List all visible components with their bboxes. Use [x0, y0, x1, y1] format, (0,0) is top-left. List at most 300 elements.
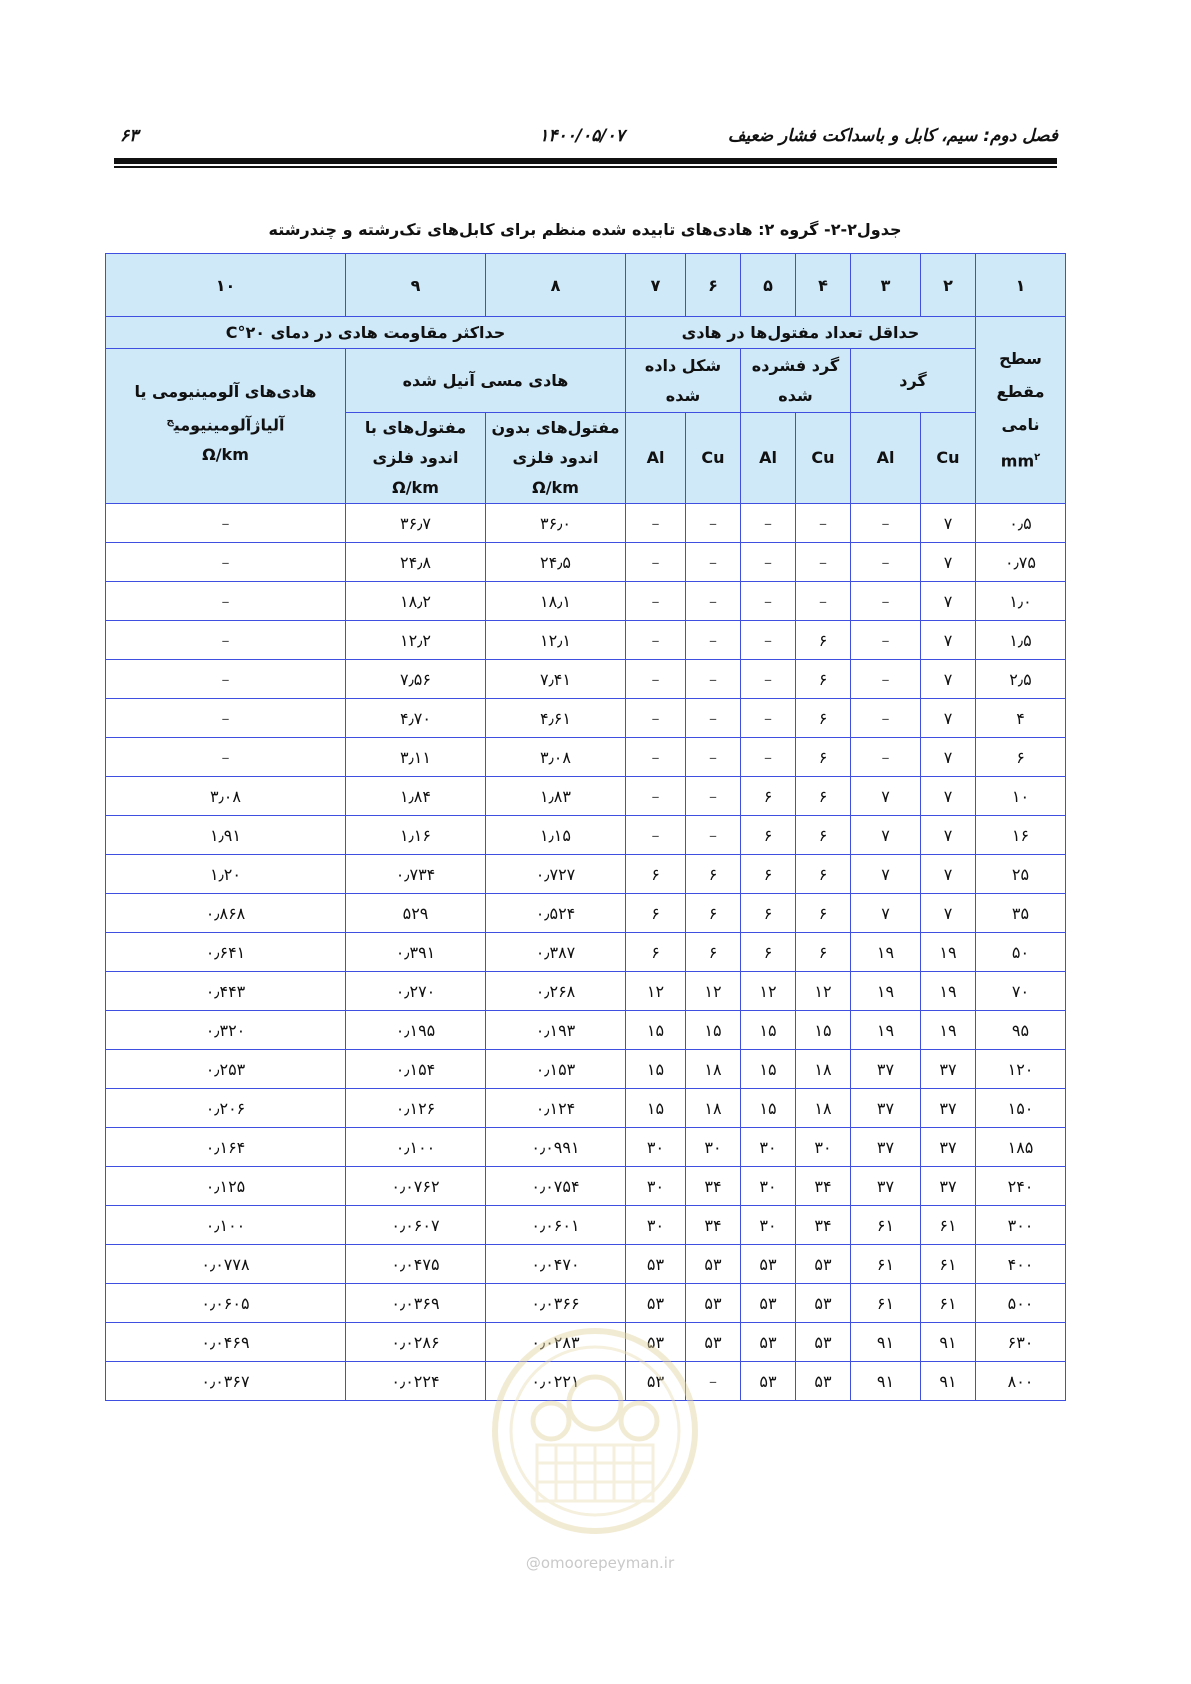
col-number: ۶ — [686, 254, 741, 317]
table-cell: ۰٫۰۶۰۷ — [346, 1206, 486, 1245]
coated-wires-unit: Ω/km — [392, 478, 439, 497]
table-cell: ۱٫۱۶ — [346, 816, 486, 855]
table-cell: – — [851, 504, 921, 543]
table-cell: – — [686, 777, 741, 816]
table-cell: – — [741, 621, 796, 660]
aluminium-sup: ج — [166, 416, 174, 427]
table-cell: – — [106, 699, 346, 738]
table-cell: ۰٫۳۸۷ — [486, 933, 626, 972]
table-cell: ۰٫۰۷۷۸ — [106, 1245, 346, 1284]
table-row — [106, 1128, 1066, 1167]
table-cell: ۶ — [796, 621, 851, 660]
plain-wires-line2: اندود فلزی — [512, 448, 599, 467]
table-cell: – — [686, 621, 741, 660]
table-cell: ۶ — [626, 855, 686, 894]
max-resistance-header — [106, 317, 626, 349]
table-row — [106, 777, 1066, 816]
table-cell: ۰٫۱۹۳ — [486, 1011, 626, 1050]
table-cell: ۱۸ — [796, 1050, 851, 1089]
table-row — [106, 972, 1066, 1011]
cu-label: Cu — [686, 413, 741, 504]
page-number: ۶۳ — [120, 126, 139, 146]
table-cell: ۵۳ — [626, 1245, 686, 1284]
table-cell: ۱٫۹۱ — [106, 816, 346, 855]
table-cell: ۱۸۵ — [976, 1128, 1066, 1167]
table-cell: ۰٫۱۲۵ — [106, 1167, 346, 1206]
cross-section-unit-wrap — [976, 441, 1065, 477]
table-cell: ۱۵ — [626, 1050, 686, 1089]
table-cell: – — [686, 699, 741, 738]
table-cell: ۶ — [686, 855, 741, 894]
table-cell: ۴ — [976, 699, 1066, 738]
table-cell: ۰٫۳۹۱ — [346, 933, 486, 972]
table-cell: – — [626, 660, 686, 699]
table-row — [106, 1245, 1066, 1284]
cross-section-line1: سطح — [999, 349, 1042, 369]
table-cell: ۳۴ — [796, 1206, 851, 1245]
page-header — [106, 118, 1058, 158]
cross-section-line2: مقطع — [996, 382, 1045, 402]
table-cell: ۱۵ — [796, 1011, 851, 1050]
table-cell: – — [626, 777, 686, 816]
max-resistance-label: حداکثر مقاومت هادی در دمای — [270, 323, 506, 342]
min-strands-header: حداقل تعداد مفتول‌ها در هادی — [626, 317, 976, 349]
aluminium-line2-wrap — [106, 407, 345, 440]
table-cell: ۱٫۸۳ — [486, 777, 626, 816]
table-cell: – — [106, 582, 346, 621]
table-cell: ۵۳ — [741, 1245, 796, 1284]
table-cell: ۵۳ — [796, 1284, 851, 1323]
table-cell: ۰٫۰۳۶۷ — [106, 1362, 346, 1401]
table-cell: ۱۶ — [976, 816, 1066, 855]
table-cell: ۷ — [921, 660, 976, 699]
col-number: ۴ — [796, 254, 851, 317]
table-row — [106, 543, 1066, 582]
table-cell: ۳۷ — [851, 1167, 921, 1206]
table-cell: ۳۷ — [851, 1128, 921, 1167]
table-cell: ۳۴ — [796, 1167, 851, 1206]
col-number: ۸ — [486, 254, 626, 317]
table-cell: ۳٫۰۸ — [106, 777, 346, 816]
table-cell: ۰٫۵ — [976, 504, 1066, 543]
table-cell: – — [686, 1362, 741, 1401]
table-cell: ۵۳ — [741, 1323, 796, 1362]
cross-section-unit-sup: ۲ — [1034, 452, 1041, 464]
table-cell: ۲۴۰ — [976, 1167, 1066, 1206]
cross-section-line3: نامی — [1001, 415, 1040, 435]
table-caption: جدول۲-۲- گروه ۲: هادی‌های تابیده شده منظم برای کابل‌های تک‌رشته و چندرشته — [268, 220, 902, 239]
table-cell: – — [851, 582, 921, 621]
plain-wires-line1: مفتول‌های بدون — [491, 418, 620, 437]
table-cell: ۰٫۰۹۹۱ — [486, 1128, 626, 1167]
chapter-title: فصل دوم: سیم، کابل و باسداکت فشار ضعیف — [727, 126, 1058, 146]
al-label: Al — [626, 413, 686, 504]
table-cell: ۰٫۲۵۳ — [106, 1050, 346, 1089]
col-number: ۲ — [921, 254, 976, 317]
table-cell: ۱۹ — [921, 1011, 976, 1050]
subgroup-header-row — [106, 349, 1066, 413]
table-cell: ۰٫۱۲۴ — [486, 1089, 626, 1128]
table-cell: ۰٫۰۴۷۵ — [346, 1245, 486, 1284]
plain-wires-header — [486, 413, 626, 504]
table-cell: – — [741, 543, 796, 582]
table-cell: ۰٫۲۶۸ — [486, 972, 626, 1011]
table-cell: – — [796, 582, 851, 621]
table-cell: ۱٫۰ — [976, 582, 1066, 621]
table-cell: ۰٫۱۲۶ — [346, 1089, 486, 1128]
table-cell: ۱٫۲۰ — [106, 855, 346, 894]
table-cell: ۶۱ — [851, 1284, 921, 1323]
table-cell: – — [686, 543, 741, 582]
table-row — [106, 933, 1066, 972]
table-cell: ۱٫۸۴ — [346, 777, 486, 816]
table-cell: – — [626, 816, 686, 855]
compact-round-header — [741, 349, 851, 413]
table-row — [106, 855, 1066, 894]
table-row — [106, 660, 1066, 699]
table-cell: ۶ — [741, 933, 796, 972]
table-row — [106, 1089, 1066, 1128]
table-cell: ۱۹ — [851, 1011, 921, 1050]
aluminium-line1: هادی‌های آلومینیومی یا — [134, 382, 317, 401]
table-cell: ۷۰ — [976, 972, 1066, 1011]
table-cell: ۰٫۰۳۶۹ — [346, 1284, 486, 1323]
table-row — [106, 816, 1066, 855]
table-cell: ۳۰ — [796, 1128, 851, 1167]
table-row — [106, 738, 1066, 777]
table-cell: ۵۳ — [686, 1323, 741, 1362]
table-cell: ۰٫۴۴۳ — [106, 972, 346, 1011]
table-cell: ۳۷ — [921, 1128, 976, 1167]
compact-round-line2: شده — [778, 385, 813, 405]
table-cell: ۳۷ — [851, 1050, 921, 1089]
table-cell: ۶ — [686, 894, 741, 933]
table-cell: ۱۵ — [686, 1011, 741, 1050]
table-cell: – — [741, 582, 796, 621]
table-cell: ۴٫۶۱ — [486, 699, 626, 738]
cu-label: Cu — [921, 413, 976, 504]
al-label: Al — [741, 413, 796, 504]
table-cell: ۳۶٫۰ — [486, 504, 626, 543]
table-cell: ۷ — [851, 894, 921, 933]
table-cell: ۱۲۰ — [976, 1050, 1066, 1089]
table-cell: ۶ — [626, 894, 686, 933]
table-cell: – — [106, 504, 346, 543]
column-number-row — [106, 254, 1066, 317]
table-cell: ۰٫۰۲۲۱ — [486, 1362, 626, 1401]
table-cell: ۱۲٫۱ — [486, 621, 626, 660]
table-cell: ۳٫۰۸ — [486, 738, 626, 777]
table-cell: – — [626, 543, 686, 582]
table-cell: ۶ — [796, 855, 851, 894]
col-number: ۱۰ — [106, 254, 346, 317]
table-cell: ۰٫۰۲۸۶ — [346, 1323, 486, 1362]
table-cell: ۰٫۱۹۵ — [346, 1011, 486, 1050]
table-cell: ۱۸ — [686, 1089, 741, 1128]
table-cell: ۳۷ — [921, 1089, 976, 1128]
table-cell: – — [796, 543, 851, 582]
cu-label: Cu — [796, 413, 851, 504]
table-cell: ۱۹ — [851, 972, 921, 1011]
table-cell: ۹۱ — [921, 1362, 976, 1401]
table-cell: – — [626, 504, 686, 543]
cross-section-unit: mm — [1000, 451, 1035, 471]
table-cell: ۶ — [796, 777, 851, 816]
table-cell: – — [106, 621, 346, 660]
table-cell: – — [626, 582, 686, 621]
table-cell: ۷ — [921, 894, 976, 933]
table-cell: ۷ — [921, 699, 976, 738]
table-cell: ۷٫۴۱ — [486, 660, 626, 699]
watermark-url: @omoorepeyman.ir — [525, 1554, 675, 1572]
table-cell: ۰٫۸۶۸ — [106, 894, 346, 933]
table-cell: ۶ — [741, 816, 796, 855]
table-row — [106, 699, 1066, 738]
table-row — [106, 1284, 1066, 1323]
table-cell: – — [106, 543, 346, 582]
table-cell: ۶ — [741, 894, 796, 933]
table-cell: ۸۰۰ — [976, 1362, 1066, 1401]
table-cell: ۳۶٫۷ — [346, 504, 486, 543]
cross-section-header — [976, 317, 1066, 504]
table-cell: – — [851, 660, 921, 699]
aluminium-unit: Ω/km — [202, 445, 249, 465]
annealed-copper-header: هادی مسی آنیل شده — [346, 349, 626, 413]
round-header: گرد — [851, 349, 976, 413]
coated-wires-line1: مفتول‌های با — [364, 418, 467, 437]
table-cell: ۶ — [796, 699, 851, 738]
table-cell: ۵۰ — [976, 933, 1066, 972]
table-cell: ۳۰ — [626, 1128, 686, 1167]
table-cell: ۷ — [851, 855, 921, 894]
table-cell: ۱۵ — [626, 1011, 686, 1050]
table-cell: – — [851, 738, 921, 777]
table-cell: ۰٫۰۴۷۰ — [486, 1245, 626, 1284]
table-cell: ۰٫۱۰۰ — [106, 1206, 346, 1245]
table-cell: – — [626, 621, 686, 660]
table-cell: ۱۸ — [686, 1050, 741, 1089]
table-cell: ۱۵ — [741, 1050, 796, 1089]
table-cell: ۰٫۰۶۰۵ — [106, 1284, 346, 1323]
table-cell: ۹۱ — [921, 1323, 976, 1362]
table-cell: ۰٫۰۲۲۴ — [346, 1362, 486, 1401]
table-body — [106, 504, 1066, 1401]
table-cell: ۱۹ — [921, 972, 976, 1011]
table-cell: ۳۷ — [921, 1167, 976, 1206]
table-cell: ۶ — [796, 660, 851, 699]
table-row — [106, 621, 1066, 660]
table-cell: ۷ — [921, 504, 976, 543]
table-cell: ۶ — [626, 933, 686, 972]
table-cell: – — [686, 504, 741, 543]
col-number: ۷ — [626, 254, 686, 317]
table-cell: ۶۱ — [921, 1245, 976, 1284]
col-number: ۹ — [346, 254, 486, 317]
table-cell: ۳۰ — [741, 1128, 796, 1167]
table-cell: ۰٫۱۰۰ — [346, 1128, 486, 1167]
table-cell: ۶ — [796, 894, 851, 933]
table-cell: ۳۰ — [741, 1206, 796, 1245]
table-cell: ۱٫۱۵ — [486, 816, 626, 855]
table-cell: ۵۳ — [626, 1284, 686, 1323]
table-cell: ۵۲۹ — [346, 894, 486, 933]
table-cell: ۴۰۰ — [976, 1245, 1066, 1284]
table-cell: ۷ — [921, 738, 976, 777]
table-cell: – — [106, 660, 346, 699]
col-number: ۳ — [851, 254, 921, 317]
table-cell: – — [741, 738, 796, 777]
table-cell: ۵۳ — [796, 1323, 851, 1362]
table-cell: ۰٫۰۶۰۱ — [486, 1206, 626, 1245]
table-cell: – — [796, 504, 851, 543]
table-row — [106, 1011, 1066, 1050]
table-cell: ۱۵ — [741, 1089, 796, 1128]
coated-wires-header — [346, 413, 486, 504]
table-cell: ۶ — [741, 777, 796, 816]
table-cell: ۳۰۰ — [976, 1206, 1066, 1245]
table-cell: – — [686, 816, 741, 855]
watermark-seal — [489, 1325, 701, 1537]
table-row — [106, 1167, 1066, 1206]
table-cell: ۱۸٫۱ — [486, 582, 626, 621]
table-cell: ۳۵ — [976, 894, 1066, 933]
table-cell: ۱۲٫۲ — [346, 621, 486, 660]
coated-wires-line2: اندود فلزی — [372, 448, 459, 467]
table-cell: – — [741, 504, 796, 543]
table-cell: ۶ — [796, 816, 851, 855]
table-row — [106, 894, 1066, 933]
aluminium-header — [106, 349, 346, 504]
plain-wires-unit: Ω/km — [532, 478, 579, 497]
table-cell: – — [686, 582, 741, 621]
table-cell: – — [851, 699, 921, 738]
table-cell: ۰٫۰۴۶۹ — [106, 1323, 346, 1362]
table-cell: ۳۰ — [626, 1206, 686, 1245]
table-cell: ۰٫۱۶۴ — [106, 1128, 346, 1167]
table-cell: ۷ — [921, 582, 976, 621]
table-cell: ۱۵ — [741, 1011, 796, 1050]
table-cell: ۳۰ — [741, 1167, 796, 1206]
table-cell: ۵۳ — [741, 1362, 796, 1401]
table-cell: ۰٫۰۷۶۲ — [346, 1167, 486, 1206]
table-cell: ۰٫۷۳۴ — [346, 855, 486, 894]
table-cell: – — [686, 738, 741, 777]
table-cell: – — [686, 660, 741, 699]
table-cell: ۶۱ — [921, 1206, 976, 1245]
compact-round-line1: گرد فشرده — [751, 355, 840, 375]
al-label: Al — [851, 413, 921, 504]
table-cell: ۶ — [796, 933, 851, 972]
table-cell: ۱۵ — [626, 1089, 686, 1128]
table-cell: ۴٫۷۰ — [346, 699, 486, 738]
table-cell: ۶۱ — [851, 1245, 921, 1284]
table-cell: ۰٫۷۵ — [976, 543, 1066, 582]
table-cell: ۲۴٫۵ — [486, 543, 626, 582]
table-cell: ۰٫۲۷۰ — [346, 972, 486, 1011]
table-cell: ۶ — [796, 738, 851, 777]
table-cell: ۲۴٫۸ — [346, 543, 486, 582]
table-row — [106, 504, 1066, 543]
table-cell: ۵۳ — [686, 1284, 741, 1323]
table-cell: – — [626, 738, 686, 777]
table-cell: ۰٫۱۵۳ — [486, 1050, 626, 1089]
table-cell: ۷ — [921, 543, 976, 582]
table-cell: ۳۰ — [686, 1128, 741, 1167]
table-cell: ۱٫۵ — [976, 621, 1066, 660]
table-cell: ۵۳ — [626, 1362, 686, 1401]
table-cell: ۱۹ — [921, 933, 976, 972]
header-rule-thick — [114, 158, 1057, 164]
table-cell: – — [106, 738, 346, 777]
table-cell: ۹۱ — [851, 1362, 921, 1401]
table-row — [106, 1050, 1066, 1089]
table-row — [106, 582, 1066, 621]
table-cell: ۷ — [921, 777, 976, 816]
table-cell: ۱۲ — [626, 972, 686, 1011]
header-date: ۱۴۰۰/۰۵/۰۷ — [539, 126, 625, 146]
table-cell: ۷ — [921, 816, 976, 855]
table-cell: ۶۱ — [851, 1206, 921, 1245]
table-cell: ۱۸ — [796, 1089, 851, 1128]
table-cell: ۲٫۵ — [976, 660, 1066, 699]
aluminium-line2: آلیاژآلومینیومی — [173, 415, 285, 435]
table-cell: ۱۰ — [976, 777, 1066, 816]
table-cell: ۰٫۰۷۵۴ — [486, 1167, 626, 1206]
table-cell: ۳۷ — [921, 1050, 976, 1089]
table-cell: ۰٫۰۲۸۳ — [486, 1323, 626, 1362]
table-cell: ۷ — [921, 855, 976, 894]
table-cell: ۶۳۰ — [976, 1323, 1066, 1362]
table-cell: ۵۳ — [686, 1245, 741, 1284]
table-cell: ۱۹ — [851, 933, 921, 972]
header-rule-thin — [114, 166, 1057, 168]
table-cell: – — [626, 699, 686, 738]
table-cell: ۲۵ — [976, 855, 1066, 894]
table-cell: ۱۸٫۲ — [346, 582, 486, 621]
table-cell: ۰٫۶۴۱ — [106, 933, 346, 972]
table-cell: ۳۴ — [686, 1206, 741, 1245]
table-cell: ۷ — [921, 621, 976, 660]
table-cell: ۰٫۵۲۴ — [486, 894, 626, 933]
table-cell: ۳٫۱۱ — [346, 738, 486, 777]
table-cell: ۵۳ — [796, 1362, 851, 1401]
table-cell: ۱۲ — [796, 972, 851, 1011]
table-row — [106, 1206, 1066, 1245]
table-cell: ۱۲ — [686, 972, 741, 1011]
table-cell: ۹۱ — [851, 1323, 921, 1362]
shaped-header: شکل داده شده — [626, 349, 741, 413]
col-number: ۱ — [976, 254, 1066, 317]
table-cell: ۰٫۰۳۶۶ — [486, 1284, 626, 1323]
table-cell: ۰٫۱۵۴ — [346, 1050, 486, 1089]
table-cell: ۶ — [741, 855, 796, 894]
table-cell: ۰٫۳۲۰ — [106, 1011, 346, 1050]
conductor-table — [105, 253, 1066, 1401]
table-cell: ۶ — [976, 738, 1066, 777]
table-cell: ۰٫۷۲۷ — [486, 855, 626, 894]
temperature-label: ۲۰°C — [225, 323, 265, 342]
group-header-row — [106, 317, 1066, 349]
table-cell: ۶ — [686, 933, 741, 972]
table-cell: ۷٫۵۶ — [346, 660, 486, 699]
table-cell: – — [741, 699, 796, 738]
table-cell: – — [851, 543, 921, 582]
table-cell: ۳۰ — [626, 1167, 686, 1206]
table-cell: ۱۵۰ — [976, 1089, 1066, 1128]
table-cell: ۳۷ — [851, 1089, 921, 1128]
table-cell: ۵۰۰ — [976, 1284, 1066, 1323]
table-cell: ۷ — [851, 777, 921, 816]
